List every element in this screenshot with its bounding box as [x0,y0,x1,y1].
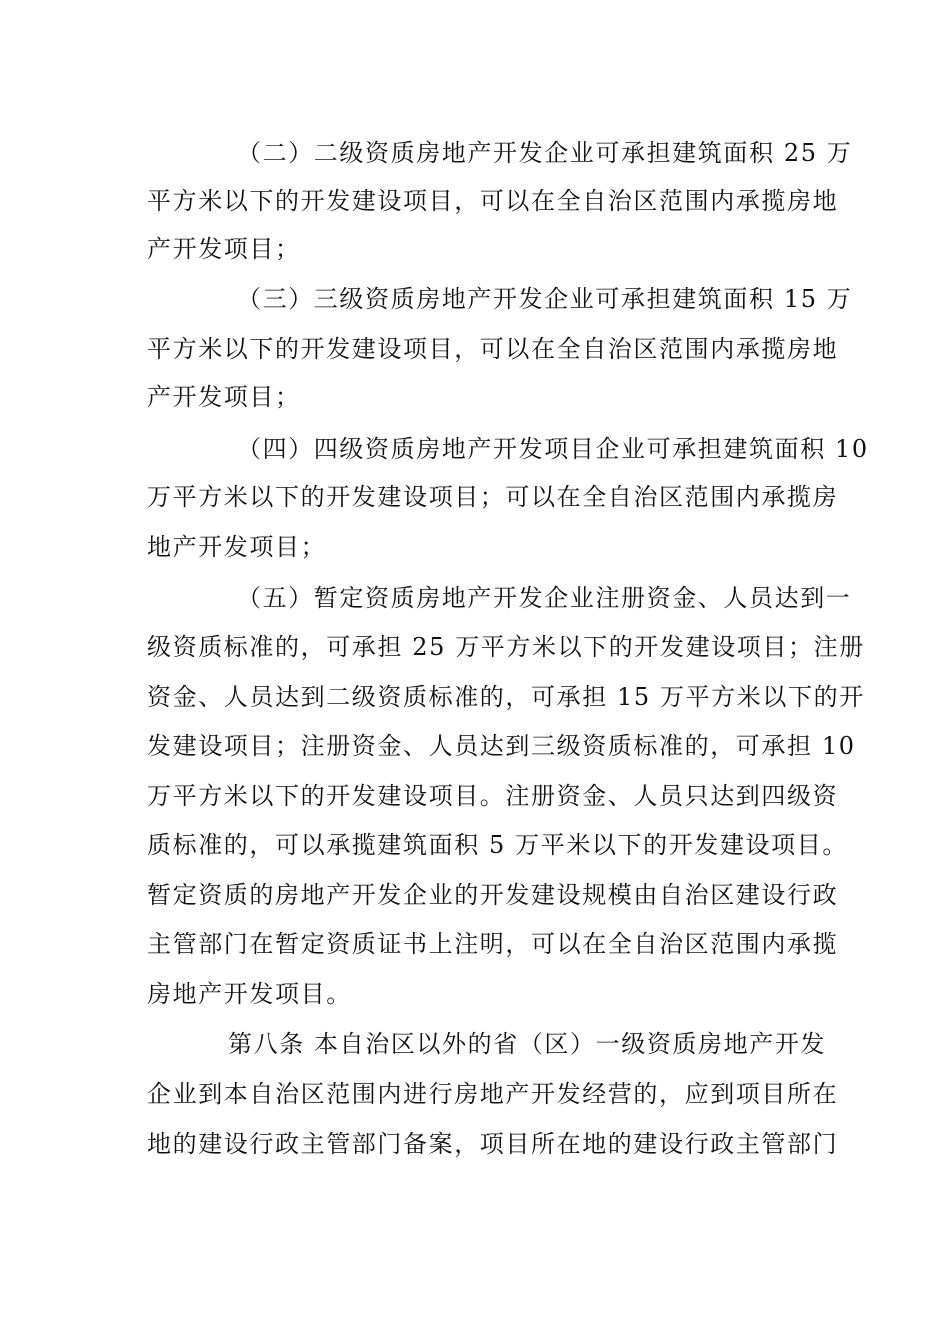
article-8-line-2: 企业到本自治区范围内进行房地产开发经营的，应到项目所在 [147,1080,839,1108]
paragraph-item-4-line-3: 地产开发项目； [147,533,327,561]
paragraph-item-2-line-1: （二）二级资质房地产开发企业可承担建筑面积 25 万 [237,139,853,167]
paragraph-item-5-line-3: 资金、人员达到二级资质标准的，可承担 15 万平方米以下的开 [147,683,865,711]
paragraph-item-4-line-1: （四）四级资质房地产开发项目企业可承担建筑面积 10 [237,435,869,463]
paragraph-item-5-line-4: 发建设项目；注册资金、人员达到三级资质标准的，可承担 10 [147,732,856,760]
paragraph-item-3-line-2: 平方米以下的开发建设项目，可以在全自治区范围内承揽房地 [147,335,839,363]
paragraph-item-3-line-3: 产开发项目； [147,383,301,411]
paragraph-item-3-line-1: （三）三级资质房地产开发企业可承担建筑面积 15 万 [237,285,853,313]
article-8-line-1: 第八条 本自治区以外的省（区）一级资质房地产开发 [228,1030,827,1058]
article-8-line-3: 地的建设行政主管部门备案，项目所在地的建设行政主管部门 [147,1130,839,1158]
paragraph-item-2-line-3: 产开发项目； [147,235,301,263]
paragraph-item-5-line-1: （五）暂定资质房地产开发企业注册资金、人员达到一 [237,584,852,612]
paragraph-item-5-line-9: 房地产开发项目。 [147,980,352,1008]
paragraph-item-2-line-2: 平方米以下的开发建设项目，可以在全自治区范围内承揽房地 [147,187,839,215]
paragraph-item-4-line-2: 万平方米以下的开发建设项目；可以在全自治区范围内承揽房 [147,483,839,511]
paragraph-item-5-line-8: 主管部门在暂定资质证书上注明，可以在全自治区范围内承揽 [147,930,839,958]
paragraph-item-5-line-7: 暂定资质的房地产开发企业的开发建设规模由自治区建设行政 [147,881,839,909]
paragraph-item-5-line-6: 质标准的，可以承揽建筑面积 5 万平米以下的开发建设项目。 [147,831,848,859]
paragraph-item-5-line-2: 级资质标准的，可承担 25 万平方米以下的开发建设项目；注册 [147,633,865,661]
paragraph-item-5-line-5: 万平方米以下的开发建设项目。注册资金、人员只达到四级资 [147,782,839,810]
